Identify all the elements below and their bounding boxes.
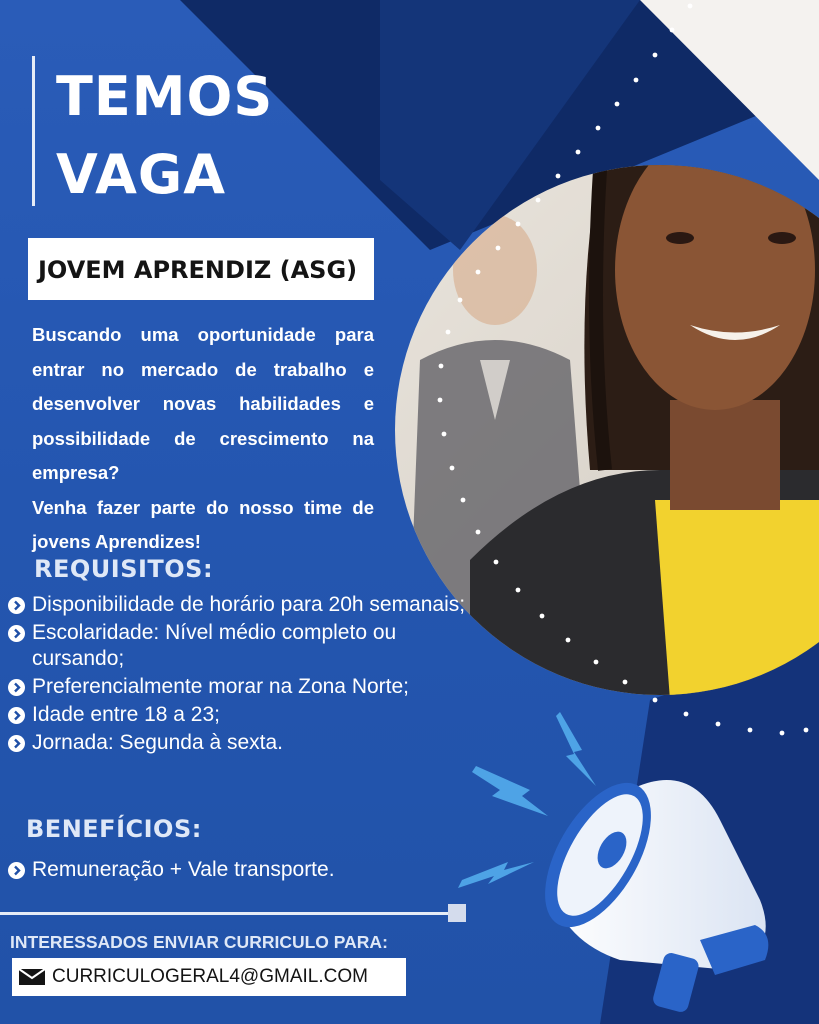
- requirement-text: Escolaridade: Nível médio completo ou cursando;: [32, 621, 397, 670]
- description-paragraph: Venha fazer parte do nosso time de jovens Aprendizes!: [32, 496, 374, 552]
- list-item: [8, 857, 478, 883]
- requirements-title: REQUISITOS:: [34, 555, 214, 583]
- envelope-icon: [18, 968, 46, 986]
- chevron-right-circle-icon: [8, 707, 25, 724]
- chevron-right-circle-icon: [8, 862, 25, 879]
- list-item: [8, 620, 478, 672]
- list-item: [8, 730, 478, 756]
- title-accent-line: [32, 56, 35, 206]
- description: [32, 318, 374, 560]
- footer-divider: [0, 912, 456, 915]
- chevron-right-circle-icon: [8, 679, 25, 696]
- description-paragraph: Buscando uma oportunidade para entrar no mercado de trabalho e desenvolver novas habilidades e possibilidade de crescimento na empresa?: [32, 324, 374, 483]
- job-title: JOVEM APRENDIZ (ASG): [38, 256, 358, 284]
- list-item: [8, 592, 478, 618]
- chevron-right-circle-icon: [8, 625, 25, 642]
- benefits-title: BENEFÍCIOS:: [26, 815, 202, 843]
- benefits-list: [8, 857, 478, 885]
- footer-square-accent: [448, 904, 466, 922]
- requirement-text: Disponibilidade de horário para 20h semanais;: [32, 593, 466, 616]
- email-address[interactable]: CURRICULOGERAL4@GMAIL.COM: [52, 966, 368, 987]
- list-item: [8, 674, 478, 700]
- headline-line-1: TEMOS: [56, 65, 274, 128]
- requirements-list: [8, 592, 478, 758]
- benefit-text: Remuneração + Vale transporte.: [32, 858, 335, 881]
- requirement-text: Preferencialmente morar na Zona Norte;: [32, 675, 410, 698]
- chevron-right-circle-icon: [8, 597, 25, 614]
- list-item: [8, 702, 478, 728]
- requirement-text: Idade entre 18 a 23;: [32, 703, 220, 726]
- contact-label: INTERESSADOS ENVIAR CURRICULO PARA:: [10, 932, 388, 952]
- requirement-text: Jornada: Segunda à sexta.: [32, 731, 284, 754]
- headline-line-2: VAGA: [56, 143, 227, 206]
- chevron-right-circle-icon: [8, 735, 25, 752]
